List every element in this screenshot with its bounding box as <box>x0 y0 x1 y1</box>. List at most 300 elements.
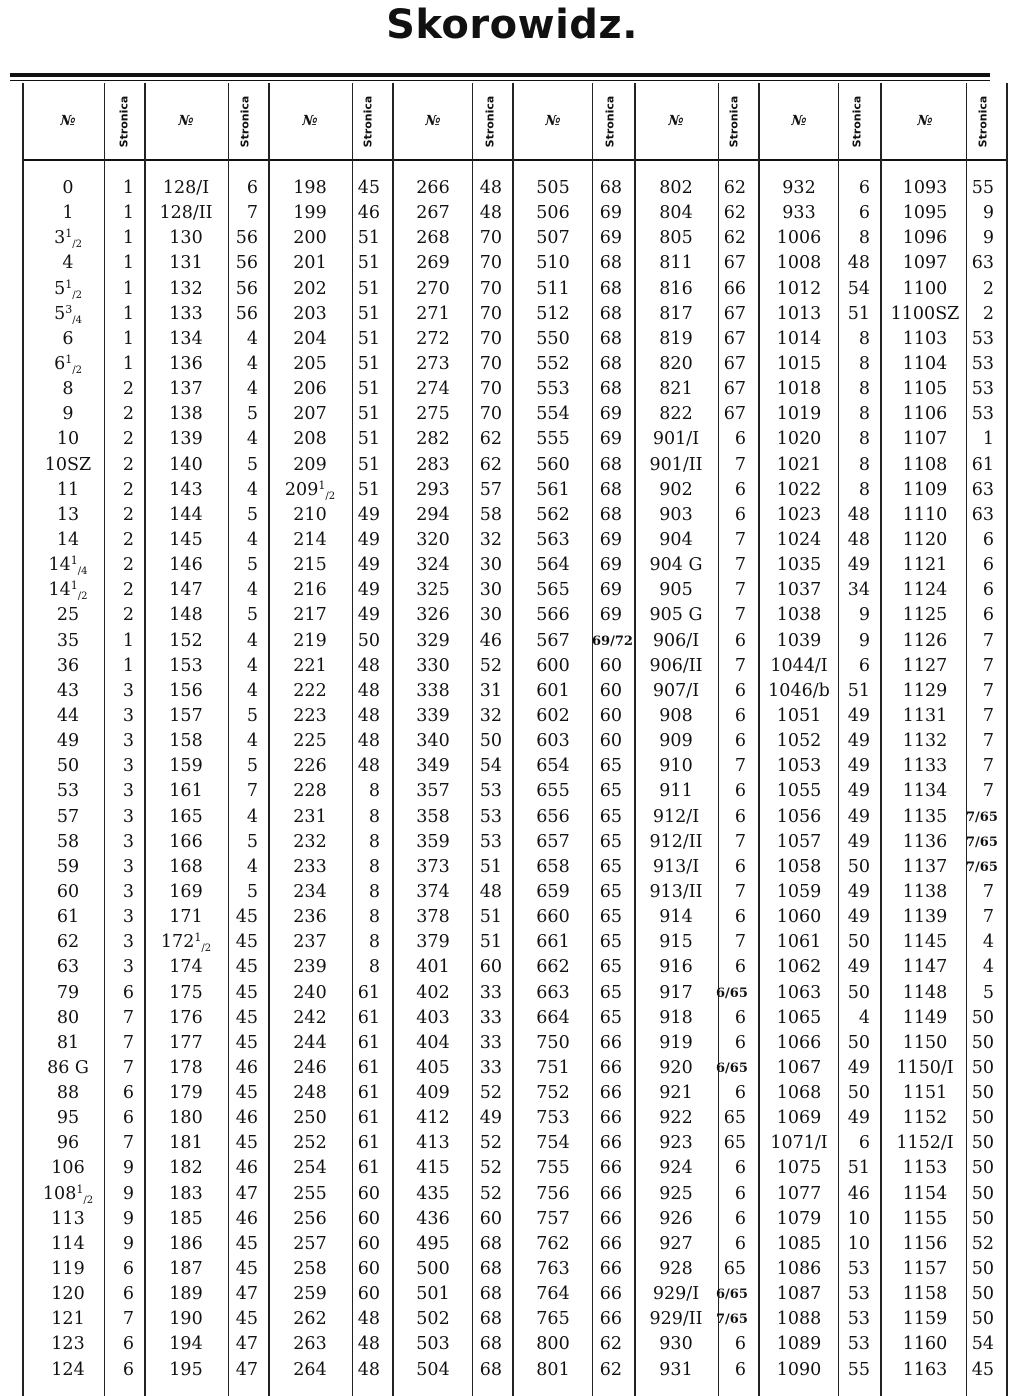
entry-page: 6 <box>734 1233 746 1254</box>
entry-number: 1125 <box>902 605 948 626</box>
entry-page: 1 <box>122 303 134 324</box>
entry-page: 4 <box>246 529 258 550</box>
entry-page: 68 <box>599 353 622 374</box>
entry-number: 926 <box>659 1208 693 1229</box>
entry-number: 106 <box>51 1158 85 1179</box>
entry-number: 1121 <box>902 555 948 576</box>
entry-page: 49 <box>847 756 870 777</box>
entry-page: 65 <box>599 856 622 877</box>
entry-number: 234 <box>293 881 327 902</box>
entry-number: 120 <box>51 1284 85 1305</box>
entry-page: 49 <box>357 555 380 576</box>
entry-number: 565 <box>536 580 570 601</box>
entry-number: 1127 <box>902 655 948 676</box>
entry-page: 68 <box>599 454 622 475</box>
number-column <box>514 176 592 1383</box>
entry-page: 6 <box>734 429 746 450</box>
entry-page: 53 <box>847 1284 870 1305</box>
entry-page: 3 <box>122 831 134 852</box>
entry-page: 66 <box>599 1208 622 1229</box>
entry-number: 928 <box>659 1259 693 1280</box>
entry-page: 45 <box>971 1359 994 1380</box>
entry-number: 373 <box>416 856 450 877</box>
entry-page: 5 <box>246 881 258 902</box>
entry-page: 4 <box>858 1007 870 1028</box>
page-column-header <box>966 84 1000 158</box>
entry-page: 45 <box>235 1007 258 1028</box>
entry-page: 7/65 <box>966 834 998 850</box>
entry-page: 61 <box>357 1133 380 1154</box>
entry-page: 4 <box>246 353 258 374</box>
entry-number: 435 <box>416 1183 450 1204</box>
entry-page: 53 <box>479 781 502 802</box>
entry-number: 248 <box>293 1083 327 1104</box>
entry-page: 67 <box>723 303 746 324</box>
entry-page: 6 <box>734 1032 746 1053</box>
entry-number: 921 <box>659 1083 693 1104</box>
entry-page: 46 <box>235 1108 258 1129</box>
entry-number: 133 <box>169 303 203 324</box>
entry-number: 925 <box>659 1183 693 1204</box>
entry-page: 69 <box>599 555 622 576</box>
entry-number: 658 <box>536 856 570 877</box>
entry-number: 902 <box>659 479 693 500</box>
entry-page: 52 <box>479 1133 502 1154</box>
entry-number: 226 <box>293 756 327 777</box>
entry-number: 186 <box>169 1233 203 1254</box>
entry-page: 45 <box>235 1133 258 1154</box>
entry-page: 6 <box>122 1359 134 1380</box>
entry-page: 53 <box>971 353 994 374</box>
entry-page: 51 <box>357 253 380 274</box>
entry-page: 60 <box>357 1183 380 1204</box>
entry-page: 56 <box>235 253 258 274</box>
entry-number: 1139 <box>902 907 948 928</box>
entry-number: 81 <box>56 1032 80 1053</box>
entry-number: 153 <box>169 655 203 676</box>
entry-number: 563 <box>536 529 570 550</box>
entry-number: 751 <box>536 1057 570 1078</box>
entry-page: 6 <box>734 731 746 752</box>
entry-page: 69 <box>599 580 622 601</box>
entry-number: 1096 <box>902 228 948 249</box>
entry-page: 53 <box>847 1259 870 1280</box>
entry-page: 50 <box>971 1057 994 1078</box>
entry-number: 905 G <box>649 605 703 626</box>
entry-number: 232 <box>293 831 327 852</box>
entry-page: 62 <box>723 203 746 224</box>
entry-number: 1100 <box>902 278 948 299</box>
entry-number: 1135 <box>902 806 948 827</box>
entry-number: 1087 <box>776 1284 822 1305</box>
entry-number: 256 <box>293 1208 327 1229</box>
entry-page: 45 <box>235 957 258 978</box>
entry-page: 8 <box>858 454 870 475</box>
entry-page: 6 <box>734 806 746 827</box>
entry-page: 46 <box>235 1158 258 1179</box>
entry-number: 920 <box>659 1057 693 1078</box>
page-column-header <box>226 84 264 158</box>
entry-page: 5 <box>246 555 258 576</box>
entry-page: 68 <box>479 1284 502 1305</box>
entry-page: 63 <box>971 504 994 525</box>
entry-number: 1046/b <box>768 680 830 701</box>
entry-page: 7 <box>734 932 746 953</box>
entry-page: 50 <box>357 630 380 651</box>
entry-page: 60 <box>357 1259 380 1280</box>
entry-page: 50 <box>971 1158 994 1179</box>
entry-number: 208 <box>293 429 327 450</box>
entry-page: 69 <box>599 404 622 425</box>
entry-page: 49 <box>847 555 870 576</box>
entry-number: 918 <box>659 1007 693 1028</box>
entry-page: 70 <box>479 328 502 349</box>
entry-page: 6/65 <box>716 985 748 1001</box>
entry-page: 6 <box>122 1284 134 1305</box>
entry-page: 7 <box>982 731 994 752</box>
entry-page: 45 <box>235 1083 258 1104</box>
entry-page: 65 <box>599 907 622 928</box>
entry-page: 6 <box>734 1334 746 1355</box>
entry-page: 33 <box>479 1032 502 1053</box>
entry-page: 46 <box>235 1057 258 1078</box>
entry-page: 1 <box>122 655 134 676</box>
entry-number: 657 <box>536 831 570 852</box>
entry-page: 48 <box>479 881 502 902</box>
entry-page: 70 <box>479 353 502 374</box>
entry-number: 358 <box>416 806 450 827</box>
entry-page: 68 <box>599 479 622 500</box>
entry-number: 904 <box>659 529 693 550</box>
entry-number: 1100SZ <box>890 303 960 324</box>
entry-number: 11 <box>56 479 80 500</box>
entry-number: 1077 <box>776 1183 822 1204</box>
entry-page: 53 <box>847 1334 870 1355</box>
entry-page: 50 <box>847 856 870 877</box>
entry-page: 6 <box>858 203 870 224</box>
entry-number: 61 <box>56 907 80 928</box>
column-divider <box>1006 83 1008 1396</box>
entry-page: 3 <box>122 881 134 902</box>
entry-number: 225 <box>293 731 327 752</box>
entry-page: 49 <box>847 881 870 902</box>
entry-page: 8 <box>368 831 380 852</box>
entry-number: 1129 <box>902 680 948 701</box>
entry-number: 501 <box>416 1284 450 1305</box>
entry-number: 266 <box>416 178 450 198</box>
entry-number: 1020 <box>776 429 822 450</box>
entry-page: 57 <box>479 479 502 500</box>
entry-number: 293 <box>416 479 450 500</box>
entry-number: 124 <box>51 1359 85 1380</box>
entry-number: 168 <box>169 856 203 877</box>
entry-page: 49 <box>357 529 380 550</box>
entry-number: 36 <box>56 655 80 676</box>
entry-number: 10SZ <box>44 454 92 475</box>
entry-page: 66 <box>599 1259 622 1280</box>
entry-page: 30 <box>479 605 502 626</box>
entry-number: 1134 <box>902 781 948 802</box>
entry-number: 762 <box>536 1233 570 1254</box>
entry-number: 50 <box>56 756 80 777</box>
entry-number: 757 <box>536 1208 570 1229</box>
entry-page: 65 <box>723 1133 746 1154</box>
entry-number: $5^1_{/2}$ <box>54 277 82 301</box>
entry-page: 48 <box>357 1334 380 1355</box>
entry-number: 349 <box>416 756 450 777</box>
entry-page: 51 <box>357 328 380 349</box>
entry-page: 56 <box>235 303 258 324</box>
entry-page: 66 <box>599 1108 622 1129</box>
number-column <box>270 176 350 1383</box>
entry-page: 60 <box>599 705 622 726</box>
entry-number: 903 <box>659 504 693 525</box>
page-column <box>226 176 258 1383</box>
entry-number: 1018 <box>776 379 822 400</box>
entry-page: 66 <box>599 1057 622 1078</box>
entry-number: 171 <box>169 907 203 928</box>
entry-number: 209 <box>293 454 327 475</box>
entry-page: 63 <box>971 253 994 274</box>
entry-number: 128/I <box>162 178 210 198</box>
entry-number: 929/I <box>652 1284 700 1305</box>
entry-page: 50 <box>971 1183 994 1204</box>
entry-page: 4 <box>246 806 258 827</box>
entry-number: 1124 <box>902 580 948 601</box>
entry-page: 5 <box>246 831 258 852</box>
entry-number: 53 <box>56 781 80 802</box>
entry-page: 61 <box>357 1032 380 1053</box>
entry-page: 45 <box>235 1233 258 1254</box>
entry-page: 1 <box>122 203 134 224</box>
entry-number: 236 <box>293 907 327 928</box>
entry-number: 257 <box>293 1233 327 1254</box>
entry-number: 1051 <box>776 705 822 726</box>
entry-page: 65 <box>599 881 622 902</box>
entry-page: 51 <box>357 228 380 249</box>
entry-number: 804 <box>659 203 693 224</box>
entry-number: 404 <box>416 1032 450 1053</box>
entry-number: 1095 <box>902 203 948 224</box>
entry-page: 55 <box>971 178 994 198</box>
entry-page: 45 <box>357 178 380 198</box>
entry-number: 403 <box>416 1007 450 1028</box>
entry-number: 1090 <box>776 1359 822 1380</box>
entry-page: 3 <box>122 731 134 752</box>
entry-number: 1008 <box>776 253 822 274</box>
entry-number: 134 <box>169 328 203 349</box>
entry-page: 32 <box>479 705 502 726</box>
entry-page: 10 <box>847 1233 870 1254</box>
number-column <box>394 176 472 1383</box>
entry-number: 282 <box>416 429 450 450</box>
entry-number: 338 <box>416 680 450 701</box>
page-column-label: Stronica <box>117 95 131 147</box>
entry-page: 7 <box>734 831 746 852</box>
entry-page: 66 <box>599 1233 622 1254</box>
entry-number: 1133 <box>902 756 948 777</box>
entry-number: 1044/I <box>770 655 828 676</box>
entry-page: 56 <box>235 228 258 249</box>
entry-number: 802 <box>659 178 693 198</box>
entry-page: 4 <box>246 680 258 701</box>
entry-page: 62 <box>479 454 502 475</box>
entry-page: 8 <box>858 328 870 349</box>
entry-number: 1154 <box>902 1183 948 1204</box>
entry-page: 6 <box>858 655 870 676</box>
entry-number: 922 <box>659 1108 693 1129</box>
entry-number: 240 <box>293 982 327 1003</box>
entry-page: 6 <box>982 580 994 601</box>
entry-page: 2 <box>122 555 134 576</box>
entry-number: 183 <box>169 1183 203 1204</box>
entry-number: 205 <box>293 353 327 374</box>
entry-number: 931 <box>659 1359 693 1380</box>
entry-page: 53 <box>479 831 502 852</box>
entry-page: 1 <box>122 278 134 299</box>
entry-page: 7 <box>734 756 746 777</box>
entry-number: 763 <box>536 1259 570 1280</box>
number-column-header <box>394 84 472 158</box>
entry-page: 49 <box>847 1057 870 1078</box>
entry-number: 554 <box>536 404 570 425</box>
entry-page: 2 <box>122 479 134 500</box>
entry-page: 2 <box>122 580 134 601</box>
entry-page: 6 <box>122 1108 134 1129</box>
entry-page: 51 <box>479 932 502 953</box>
entry-page: 9 <box>122 1183 134 1204</box>
entry-page: 6 <box>122 1083 134 1104</box>
number-column-header <box>270 84 350 158</box>
entry-page: 54 <box>479 756 502 777</box>
entry-number: 57 <box>56 806 80 827</box>
entry-number: 79 <box>56 982 80 1003</box>
entry-page: 8 <box>368 781 380 802</box>
entry-page: 48 <box>479 203 502 224</box>
entry-page: 52 <box>479 655 502 676</box>
entry-page: 6 <box>858 1133 870 1154</box>
entry-number: 325 <box>416 580 450 601</box>
entry-number: 602 <box>536 705 570 726</box>
entry-number: 913/I <box>652 856 700 877</box>
number-sign: № <box>302 113 318 129</box>
entry-page: 66 <box>599 1032 622 1053</box>
entry-number: 1156 <box>902 1233 948 1254</box>
entry-number: 906/I <box>652 630 700 651</box>
entry-number: 182 <box>169 1158 203 1179</box>
entry-number: 562 <box>536 504 570 525</box>
entry-number: 601 <box>536 680 570 701</box>
entry-number: 80 <box>56 1007 80 1028</box>
entry-page: 49 <box>357 580 380 601</box>
entry-page: 52 <box>479 1183 502 1204</box>
entry-number: 258 <box>293 1259 327 1280</box>
page-column-header <box>472 84 508 158</box>
entry-number: 553 <box>536 379 570 400</box>
entry-number: 174 <box>169 957 203 978</box>
entry-page: 70 <box>479 379 502 400</box>
entry-page: 58 <box>479 504 502 525</box>
entry-page: 6 <box>734 630 746 651</box>
entry-number: 765 <box>536 1309 570 1330</box>
entry-number: 329 <box>416 630 450 651</box>
entry-page: 6 <box>858 178 870 198</box>
entry-number: 156 <box>169 680 203 701</box>
entry-page: 34 <box>847 580 870 601</box>
entry-number: 753 <box>536 1108 570 1129</box>
page-column-header <box>108 84 140 158</box>
entry-page: 47 <box>235 1183 258 1204</box>
entry-page: 4 <box>246 856 258 877</box>
entry-page: 48 <box>357 1309 380 1330</box>
entry-page: 49 <box>847 781 870 802</box>
entry-page: 3 <box>122 932 134 953</box>
page-column-label: Stronica <box>483 95 497 147</box>
entry-page: 70 <box>479 303 502 324</box>
entry-number: 326 <box>416 605 450 626</box>
entry-number: 1059 <box>776 881 822 902</box>
page-column-header <box>838 84 876 158</box>
entry-number: 357 <box>416 781 450 802</box>
entry-number: 1137 <box>902 856 948 877</box>
entry-number: 820 <box>659 353 693 374</box>
entry-number: 1056 <box>776 806 822 827</box>
entry-number: 1104 <box>902 353 948 374</box>
entry-number: 157 <box>169 705 203 726</box>
entry-page: 6 <box>734 1208 746 1229</box>
entry-page: 66 <box>599 1158 622 1179</box>
entry-number: 275 <box>416 404 450 425</box>
entry-page: 49 <box>357 605 380 626</box>
entry-number: 95 <box>56 1108 80 1129</box>
entry-number: 564 <box>536 555 570 576</box>
page-column <box>472 176 502 1383</box>
entry-number: 436 <box>416 1208 450 1229</box>
entry-number: 145 <box>169 529 203 550</box>
entry-page: 2 <box>122 404 134 425</box>
entry-number: 510 <box>536 253 570 274</box>
entry-number: 283 <box>416 454 450 475</box>
entry-number: 189 <box>169 1284 203 1305</box>
entry-number: 59 <box>56 856 80 877</box>
entry-page: 2 <box>122 379 134 400</box>
entry-number: 1108 <box>902 454 948 475</box>
entry-page: 68 <box>479 1359 502 1380</box>
entry-number: 222 <box>293 680 327 701</box>
entry-page: 61 <box>971 454 994 475</box>
entry-page: 68 <box>599 379 622 400</box>
entry-number: 210 <box>293 504 327 525</box>
entry-number: 502 <box>416 1309 450 1330</box>
entry-page: 49 <box>847 957 870 978</box>
entry-number: 202 <box>293 278 327 299</box>
entry-page: 45 <box>235 1309 258 1330</box>
entry-page: 7 <box>982 680 994 701</box>
entry-number: 1006 <box>776 228 822 249</box>
entry-page: 8 <box>368 932 380 953</box>
entry-page: 6 <box>734 1158 746 1179</box>
entry-page: 68 <box>599 328 622 349</box>
entry-number: $6^1_{/2}$ <box>54 352 82 376</box>
entry-page: 8 <box>858 479 870 500</box>
entry-number: 146 <box>169 555 203 576</box>
entry-page: 4 <box>246 731 258 752</box>
entry-page: 60 <box>479 1208 502 1229</box>
entry-number: 1052 <box>776 731 822 752</box>
entry-page: 51 <box>847 1158 870 1179</box>
entry-number: 152 <box>169 630 203 651</box>
entry-number: 415 <box>416 1158 450 1179</box>
